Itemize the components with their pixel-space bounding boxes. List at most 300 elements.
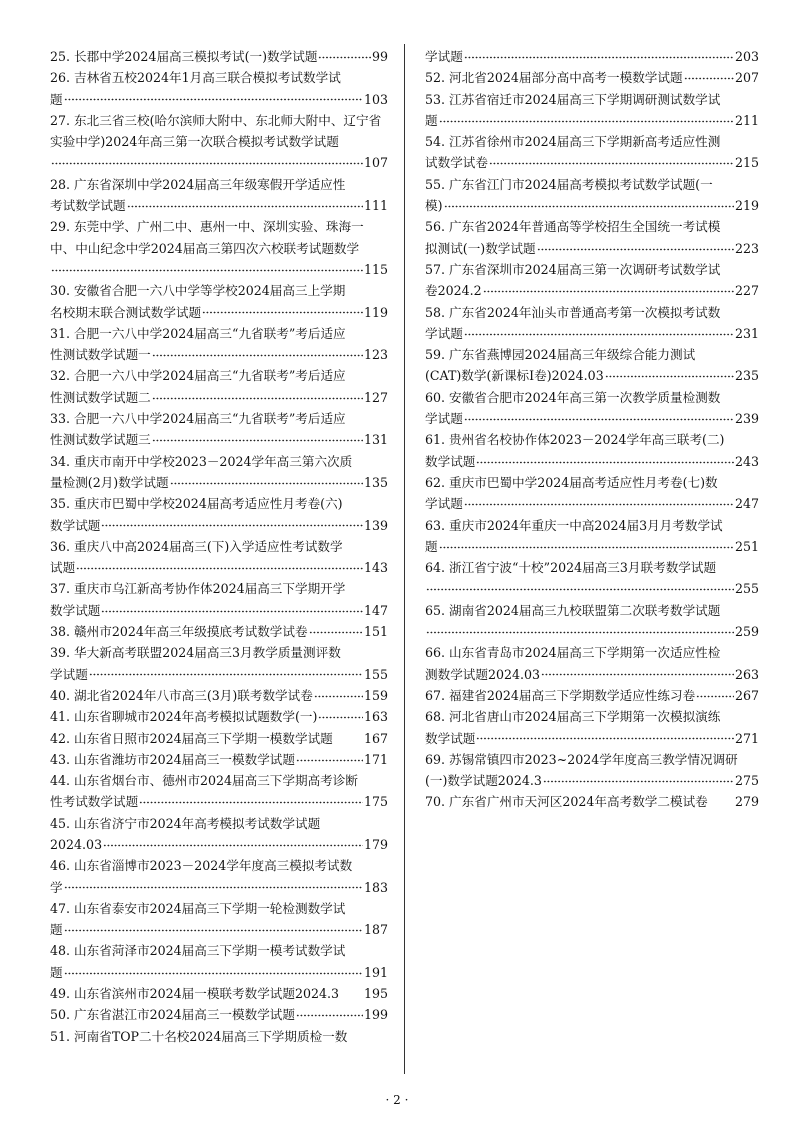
toc-page-number: 215 xyxy=(734,155,759,171)
dot-leader xyxy=(170,474,363,487)
toc-entry-title: 学试题 xyxy=(425,411,463,427)
toc-entry[interactable] xyxy=(425,557,759,600)
dot-leader xyxy=(696,687,734,700)
toc-entry-line xyxy=(50,600,388,621)
toc-entry-title: 数学试题 xyxy=(50,602,101,618)
toc-entry[interactable] xyxy=(425,344,759,387)
toc-entry[interactable] xyxy=(425,387,759,430)
toc-entry-line xyxy=(425,238,759,259)
toc-page-number: 251 xyxy=(734,538,759,554)
toc-entry[interactable] xyxy=(50,706,388,727)
toc-entry-title: 考试数学试题 xyxy=(50,198,126,214)
toc-entry-title: 34. 重庆市南开中学校2023－2024学年高三第六次质 xyxy=(50,453,353,469)
toc-entry-line xyxy=(425,302,759,323)
toc-entry-title: 44. 山东省烟台市、德州市2024届高三下学期高考诊断 xyxy=(50,773,358,789)
toc-entry-line xyxy=(50,408,388,429)
dot-leader xyxy=(64,879,363,892)
toc-page-number: 151 xyxy=(363,624,388,640)
toc-column-right xyxy=(425,46,759,813)
toc-entry[interactable] xyxy=(50,621,388,642)
toc-entry-line xyxy=(50,302,388,323)
toc-entry-line xyxy=(50,898,388,919)
toc-entry-line xyxy=(50,834,388,855)
dot-leader xyxy=(64,964,363,977)
toc-entry-title: 69. 苏锡常镇四市2023~2024学年度高三教学情况调研 xyxy=(425,751,738,767)
dot-leader xyxy=(444,197,734,210)
toc-entry-line xyxy=(50,919,388,940)
toc-entry-line xyxy=(425,323,759,344)
toc-entry-line xyxy=(425,557,759,578)
toc-page-number: 107 xyxy=(363,155,388,171)
toc-entry-line xyxy=(50,216,388,237)
dot-leader xyxy=(51,261,363,274)
toc-entry-title: 试题 xyxy=(50,560,76,576)
dot-leader xyxy=(318,48,371,61)
toc-column-left xyxy=(50,46,388,1047)
toc-entry-line xyxy=(425,706,759,727)
dot-leader xyxy=(127,197,363,210)
toc-entry-line xyxy=(50,67,388,88)
toc-entry-line xyxy=(50,578,388,599)
toc-entry-title: 67. 福建省2024届高三下学期数学适应性练习卷 xyxy=(425,687,696,703)
dot-leader xyxy=(439,112,734,125)
toc-page-number: 195 xyxy=(363,986,388,1002)
dot-leader xyxy=(64,91,363,104)
toc-entry-line xyxy=(425,472,759,493)
toc-page-number: 239 xyxy=(734,411,759,427)
toc-entry[interactable] xyxy=(425,89,759,132)
toc-entry[interactable] xyxy=(50,174,388,217)
toc-entry-title: 66. 山东省青岛市2024届高三下学期第一次适应性检 xyxy=(425,645,721,661)
toc-entry-title: 50. 广东省湛江市2024届高三一模数学试题 xyxy=(50,1007,295,1023)
toc-entry-line xyxy=(425,174,759,195)
toc-entry-title: 63. 重庆市2024年重庆一中高2024届3月月考数学试 xyxy=(425,517,723,533)
toc-entry-line xyxy=(425,770,759,791)
toc-entry[interactable] xyxy=(425,67,759,88)
toc-entry-title: 58. 广东省2024年汕头市普通高考第一次模拟考试数 xyxy=(425,304,721,320)
toc-entry-title: 38. 赣州市2024年高三年级摸底考试数学试卷 xyxy=(50,624,308,640)
toc-page-number: 135 xyxy=(363,474,388,490)
toc-entry-title: (CAT)数学(新课标Ⅰ卷)2024.03 xyxy=(425,368,604,384)
toc-page-number: 159 xyxy=(363,687,388,703)
dot-leader xyxy=(103,836,363,849)
toc-page-number: 127 xyxy=(363,389,388,405)
toc-entry[interactable] xyxy=(425,46,759,67)
toc-page-number: 235 xyxy=(734,368,759,384)
toc-entry-title: 32. 合肥一六八中学2024届高三“九省联考”考后适应 xyxy=(50,368,346,384)
toc-entry[interactable] xyxy=(50,451,388,494)
toc-entry-title: 实验中学)2024年高三第一次联合模拟考试数学试题 xyxy=(50,134,339,150)
toc-entry[interactable] xyxy=(50,280,388,323)
toc-entry[interactable] xyxy=(425,174,759,217)
toc-entry-title: 30. 安徽省合肥一六八中学等学校2024届高三上学期 xyxy=(50,283,346,299)
dot-leader xyxy=(439,538,734,551)
dot-leader xyxy=(464,410,734,423)
toc-entry-line xyxy=(425,110,759,131)
dot-leader xyxy=(541,666,734,679)
toc-entry[interactable] xyxy=(425,600,759,643)
toc-entry-title: 51. 河南省TOP二十名校2024届高三下学期质检一数 xyxy=(50,1028,348,1044)
toc-entry-title: 试数学试卷 xyxy=(425,155,488,171)
toc-entry-title: 26. 吉林省五校2024年1月高三联合模拟考试数学试 xyxy=(50,70,341,86)
toc-page-number: 219 xyxy=(734,198,759,214)
toc-page-number: 123 xyxy=(363,347,388,363)
toc-entry[interactable] xyxy=(50,1004,388,1025)
toc-entry-line xyxy=(50,685,388,706)
toc-entry-title: 题 xyxy=(425,112,438,128)
toc-entry[interactable] xyxy=(425,685,759,706)
toc-entry-line xyxy=(425,621,759,642)
toc-entry-line xyxy=(425,728,759,749)
toc-entry-line xyxy=(425,429,759,450)
toc-page-number: 267 xyxy=(734,687,759,703)
dot-leader xyxy=(464,496,734,509)
toc-page-number: 263 xyxy=(734,666,759,682)
toc-entry[interactable] xyxy=(425,706,759,749)
toc-page-number: 231 xyxy=(734,325,759,341)
toc-entry[interactable] xyxy=(50,216,388,280)
toc-entry-line xyxy=(50,749,388,770)
toc-page-number: 139 xyxy=(363,517,388,533)
toc-entry-line xyxy=(50,238,388,259)
toc-entry-line xyxy=(50,89,388,110)
toc-entry-title: 57. 广东省深圳市2024届高三第一次调研考试数学试 xyxy=(425,261,721,277)
toc-entry-line xyxy=(425,515,759,536)
toc-page-number: 131 xyxy=(363,432,388,448)
toc-entry-title: 49. 山东省滨州市2024届一模联考数学试题2024.3 xyxy=(50,986,340,1002)
toc-entry-title: 25. 长郡中学2024届高三模拟考试(一)数学试题 xyxy=(50,49,318,64)
dot-leader xyxy=(489,155,734,168)
toc-entry-line xyxy=(50,962,388,983)
toc-entry-line xyxy=(425,749,759,770)
toc-entry-title: 33. 合肥一六八中学2024届高三“九省联考”考后适应 xyxy=(50,411,346,427)
toc-entry-title: 题 xyxy=(50,91,63,107)
dot-leader xyxy=(318,709,363,722)
toc-page-number: 247 xyxy=(734,496,759,512)
toc-entry-title: 62. 重庆市巴蜀中学2024届高考适应性月考卷(七)数 xyxy=(425,474,718,490)
dot-leader xyxy=(101,602,363,615)
toc-entry-line xyxy=(50,557,388,578)
toc-entry-line xyxy=(50,877,388,898)
toc-entry-line xyxy=(50,791,388,812)
toc-entry-line xyxy=(50,280,388,301)
toc-entry[interactable] xyxy=(425,515,759,558)
toc-entry[interactable] xyxy=(50,1026,388,1047)
toc-entry-line xyxy=(425,664,759,685)
toc-entry-title: 中、中山纪念中学2024届高三第四次六校联考试题数学 xyxy=(50,240,360,256)
toc-page-number: 223 xyxy=(734,240,759,256)
toc-entry-title: 31. 合肥一六八中学2024届高三“九省联考”考后适应 xyxy=(50,325,346,341)
toc-entry-line xyxy=(50,728,388,749)
dot-leader xyxy=(314,687,363,700)
toc-page-number: 243 xyxy=(734,453,759,469)
toc-entry-title: 41. 山东省聊城市2024年高考模拟试题数学(一) xyxy=(50,709,318,725)
toc-entry-line xyxy=(425,344,759,365)
toc-page-number: 111 xyxy=(363,198,388,214)
dot-leader xyxy=(152,389,363,402)
toc-entry[interactable] xyxy=(50,110,388,174)
toc-entry-line xyxy=(50,1026,388,1047)
toc-entry-line xyxy=(425,365,759,386)
toc-entry-title: 量检测(2月)数学试题 xyxy=(50,474,169,490)
toc-entry-title: 70. 广东省广州市天河区2024年高考数学二模试卷 xyxy=(425,794,708,810)
toc-entry-line xyxy=(425,451,759,472)
toc-entry[interactable] xyxy=(50,685,388,706)
toc-entry[interactable] xyxy=(50,898,388,941)
toc-entry-title: 61. 贵州省名校协作体2023－2024学年高三联考(二) xyxy=(425,432,725,448)
toc-entry-line xyxy=(425,685,759,706)
toc-entry-line xyxy=(50,983,388,1004)
toc-entry[interactable] xyxy=(425,429,759,472)
toc-entry-title: 56. 广东省2024年普通高等学校招生全国统一考试模 xyxy=(425,219,721,235)
toc-entry-line xyxy=(50,131,388,152)
dot-leader xyxy=(426,623,734,636)
toc-entry-line xyxy=(50,365,388,386)
toc-entry-line xyxy=(50,110,388,131)
toc-page-number: 143 xyxy=(363,560,388,576)
toc-entry-title: (一)数学试题2024.3 xyxy=(425,773,542,789)
toc-entry[interactable] xyxy=(50,813,388,856)
toc-entry-line xyxy=(50,323,388,344)
toc-entry-title: 学试题 xyxy=(50,666,88,682)
toc-entry-title: 题 xyxy=(425,538,438,554)
toc-page-number: 271 xyxy=(734,730,759,746)
toc-entry-title: 题 xyxy=(50,964,63,980)
dot-leader xyxy=(139,794,363,807)
toc-entry[interactable] xyxy=(50,365,388,408)
toc-entry[interactable] xyxy=(50,67,388,110)
dot-leader xyxy=(426,581,734,594)
toc-entry-line xyxy=(425,195,759,216)
toc-entry-line xyxy=(425,791,759,812)
toc-entry-line xyxy=(425,259,759,280)
toc-entry-line xyxy=(425,46,759,67)
toc-page-number: 199 xyxy=(363,1007,388,1023)
toc-entry[interactable] xyxy=(425,216,759,259)
toc-page-number: 211 xyxy=(734,112,759,128)
page-number: · 2 · xyxy=(385,1093,409,1107)
toc-page-number: 203 xyxy=(734,49,759,64)
dot-leader xyxy=(64,922,363,935)
toc-entry-line xyxy=(50,1004,388,1025)
toc-entry-line xyxy=(50,813,388,834)
toc-entry-title: 40. 湖北省2024年八市高三(3月)联考数学试卷 xyxy=(50,687,313,703)
toc-page-number: 115 xyxy=(363,261,388,277)
toc-entry-title: 学 xyxy=(50,879,63,895)
toc-entry-title: 46. 山东省淄博市2023－2024学年度高三模拟考试数 xyxy=(50,858,353,874)
toc-entry-line xyxy=(425,89,759,110)
toc-entry[interactable] xyxy=(425,749,759,792)
toc-page-number: 275 xyxy=(734,773,759,789)
toc-entry-line xyxy=(50,344,388,365)
toc-entry-line xyxy=(50,706,388,727)
toc-entry-line xyxy=(425,67,759,88)
toc-entry-line xyxy=(50,664,388,685)
toc-entry-title: 性测试数学试题一 xyxy=(50,347,151,363)
toc-entry-title: 65. 湖南省2024届高三九校联盟第二次联考数学试题 xyxy=(425,602,721,618)
dot-leader xyxy=(684,70,734,83)
toc-page-number: 259 xyxy=(734,624,759,640)
toc-entry-line xyxy=(50,940,388,961)
toc-entry-line xyxy=(425,152,759,173)
dot-leader xyxy=(296,751,363,764)
toc-page-number: 179 xyxy=(363,836,388,852)
dot-leader xyxy=(202,304,363,317)
toc-entry-title: 53. 江苏省宿迁市2024届高三下学期调研测试数学试 xyxy=(425,91,721,107)
toc-entry-line xyxy=(425,280,759,301)
toc-entry-title: 卷2024.2 xyxy=(425,283,482,299)
toc-page-number: 103 xyxy=(363,91,388,107)
toc-entry-title: 数学试题 xyxy=(425,730,476,746)
toc-entry[interactable] xyxy=(425,642,759,685)
toc-entry[interactable] xyxy=(50,855,388,898)
toc-entry-line xyxy=(50,536,388,557)
toc-page-number: 183 xyxy=(363,879,388,895)
toc-entry-title: 68. 河北省唐山市2024届高三下学期第一次模拟演练 xyxy=(425,709,721,725)
toc-page-number: 171 xyxy=(363,751,388,767)
toc-entry-title: 59. 广东省燕博园2024届高三年级综合能力测试 xyxy=(425,347,696,363)
toc-entry-line xyxy=(50,387,388,408)
toc-entry-title: 39. 华大新高考联盟2024届高三3月教学质量测评数 xyxy=(50,645,341,661)
toc-page-number: 191 xyxy=(363,964,388,980)
toc-entry-title: 学试题 xyxy=(425,49,463,64)
toc-page-number: 147 xyxy=(363,602,388,618)
toc-entry-line xyxy=(425,578,759,599)
toc-entry-title: 数学试题 xyxy=(425,453,476,469)
toc-entry[interactable] xyxy=(50,983,388,1004)
toc-entry[interactable] xyxy=(50,408,388,451)
toc-entry[interactable] xyxy=(50,940,388,983)
dot-leader xyxy=(76,560,363,573)
toc-entry-line xyxy=(50,493,388,514)
toc-entry[interactable] xyxy=(50,728,388,749)
toc-entry-line xyxy=(425,600,759,621)
dot-leader xyxy=(605,368,734,381)
toc-entry-line xyxy=(50,472,388,493)
toc-entry-title: 题 xyxy=(50,922,63,938)
toc-entry-title: 52. 河北省2024届部分高中高考一模数学试题 xyxy=(425,70,683,86)
toc-entry-line xyxy=(50,46,388,67)
toc-entry-title: 性测试数学试题三 xyxy=(50,432,151,448)
toc-page-number: 119 xyxy=(363,304,388,320)
toc-entry-line xyxy=(50,259,388,280)
toc-entry[interactable] xyxy=(50,323,388,366)
toc-entry-title: 42. 山东省日照市2024届高三下学期一模数学试题 xyxy=(50,730,333,746)
toc-entry-title: 学试题 xyxy=(425,325,463,341)
toc-entry-line xyxy=(425,408,759,429)
toc-entry-line xyxy=(50,642,388,663)
dot-leader xyxy=(309,623,363,636)
toc-page-number: 167 xyxy=(363,730,388,746)
dot-leader xyxy=(483,283,734,296)
dot-leader xyxy=(89,666,363,679)
toc-entry-title: 60. 安徽省合肥市2024年高三第一次教学质量检测数 xyxy=(425,389,721,405)
toc-entry-title: 47. 山东省泰安市2024届高三下学期一轮检测数学试 xyxy=(50,900,346,916)
dot-leader xyxy=(464,48,734,61)
toc-entry-title: 名校期末联合测试数学试题 xyxy=(50,304,202,320)
toc-entry-line xyxy=(425,131,759,152)
toc-entry-title: 模) xyxy=(425,198,443,214)
dot-leader xyxy=(476,453,734,466)
toc-page-number: 255 xyxy=(734,581,759,597)
toc-entry[interactable] xyxy=(425,791,759,812)
toc-entry-title: 27. 东北三省三校(哈尔滨师大附中、东北师大附中、辽宁省 xyxy=(50,112,382,128)
toc-entry[interactable] xyxy=(425,472,759,515)
toc-page-number: 207 xyxy=(734,70,759,86)
toc-entry-title: 拟测试(一)数学试题 xyxy=(425,240,536,256)
toc-entry-title: 数学试题 xyxy=(50,517,101,533)
toc-entry-title: 学试题 xyxy=(425,496,463,512)
toc-entry-line xyxy=(425,642,759,663)
toc-entry[interactable] xyxy=(425,259,759,302)
toc-entry-line xyxy=(50,429,388,450)
toc-entry[interactable] xyxy=(425,302,759,345)
toc-entry-line xyxy=(425,387,759,408)
toc-entry-line xyxy=(50,174,388,195)
toc-entry-title: 29. 东莞中学、广州二中、惠州一中、深圳实验、珠海一 xyxy=(50,219,364,235)
column-divider xyxy=(404,44,405,1074)
dot-leader xyxy=(296,1007,363,1020)
toc-entry-line xyxy=(425,536,759,557)
toc-entry-line xyxy=(50,621,388,642)
toc-entry[interactable] xyxy=(50,749,388,770)
toc-page-number: 227 xyxy=(734,283,759,299)
toc-page-number: 155 xyxy=(363,666,388,682)
toc-page-number: 99 xyxy=(371,49,388,64)
toc-entry-line xyxy=(425,493,759,514)
toc-entry-line xyxy=(425,216,759,237)
toc-page-number: 187 xyxy=(363,922,388,938)
toc-entry[interactable] xyxy=(50,770,388,813)
toc-page-number: 163 xyxy=(363,709,388,725)
dot-leader xyxy=(543,773,734,786)
toc-entry-line xyxy=(50,855,388,876)
toc-entry-line xyxy=(50,451,388,472)
dot-leader xyxy=(152,432,363,445)
toc-entry[interactable] xyxy=(50,536,388,579)
toc-entry-title: 54. 江苏省徐州市2024届高三下学期新高考适应性测 xyxy=(425,134,721,150)
toc-page-number: 175 xyxy=(363,794,388,810)
dot-leader xyxy=(152,347,363,360)
dot-leader xyxy=(476,730,734,743)
toc-entry-line xyxy=(50,770,388,791)
toc-entry-title: 48. 山东省菏泽市2024届高三下学期一模考试数学试 xyxy=(50,943,346,959)
toc-entry[interactable] xyxy=(425,131,759,174)
toc-entry-line xyxy=(50,152,388,173)
toc-entry-title: 55. 广东省江门市2024届高考模拟考试数学试题(一 xyxy=(425,176,713,192)
toc-entry-line xyxy=(50,515,388,536)
dot-leader xyxy=(464,325,734,338)
toc-entry-title: 36. 重庆八中高2024届高三(下)入学适应性考试数学 xyxy=(50,538,343,554)
toc-entry-title: 2024.03 xyxy=(50,836,103,852)
toc-entry-title: 28. 广东省深圳中学2024届高三年级寒假开学适应性 xyxy=(50,176,346,192)
dot-leader xyxy=(537,240,734,253)
toc-entry[interactable] xyxy=(50,642,388,685)
toc-entry-title: 37. 重庆市乌江新高考协作体2024届高三下学期开学 xyxy=(50,581,346,597)
dot-leader xyxy=(101,517,363,530)
toc-entry-title: 性测试数学试题二 xyxy=(50,389,151,405)
toc-entry[interactable] xyxy=(50,46,388,67)
toc-entry-line xyxy=(50,195,388,216)
toc-entry[interactable] xyxy=(50,578,388,621)
toc-entry-title: 35. 重庆市巴蜀中学校2024届高考适应性月考卷(六) xyxy=(50,496,343,512)
toc-page-number: 279 xyxy=(734,794,759,810)
toc-entry[interactable] xyxy=(50,493,388,536)
toc-entry-title: 43. 山东省潍坊市2024届高三一模数学试题 xyxy=(50,751,295,767)
dot-leader xyxy=(51,155,363,168)
toc-entry-title: 性考试数学试题 xyxy=(50,794,139,810)
toc-entry-title: 64. 浙江省宁波“十校”2024届高三3月联考数学试题 xyxy=(425,560,717,576)
